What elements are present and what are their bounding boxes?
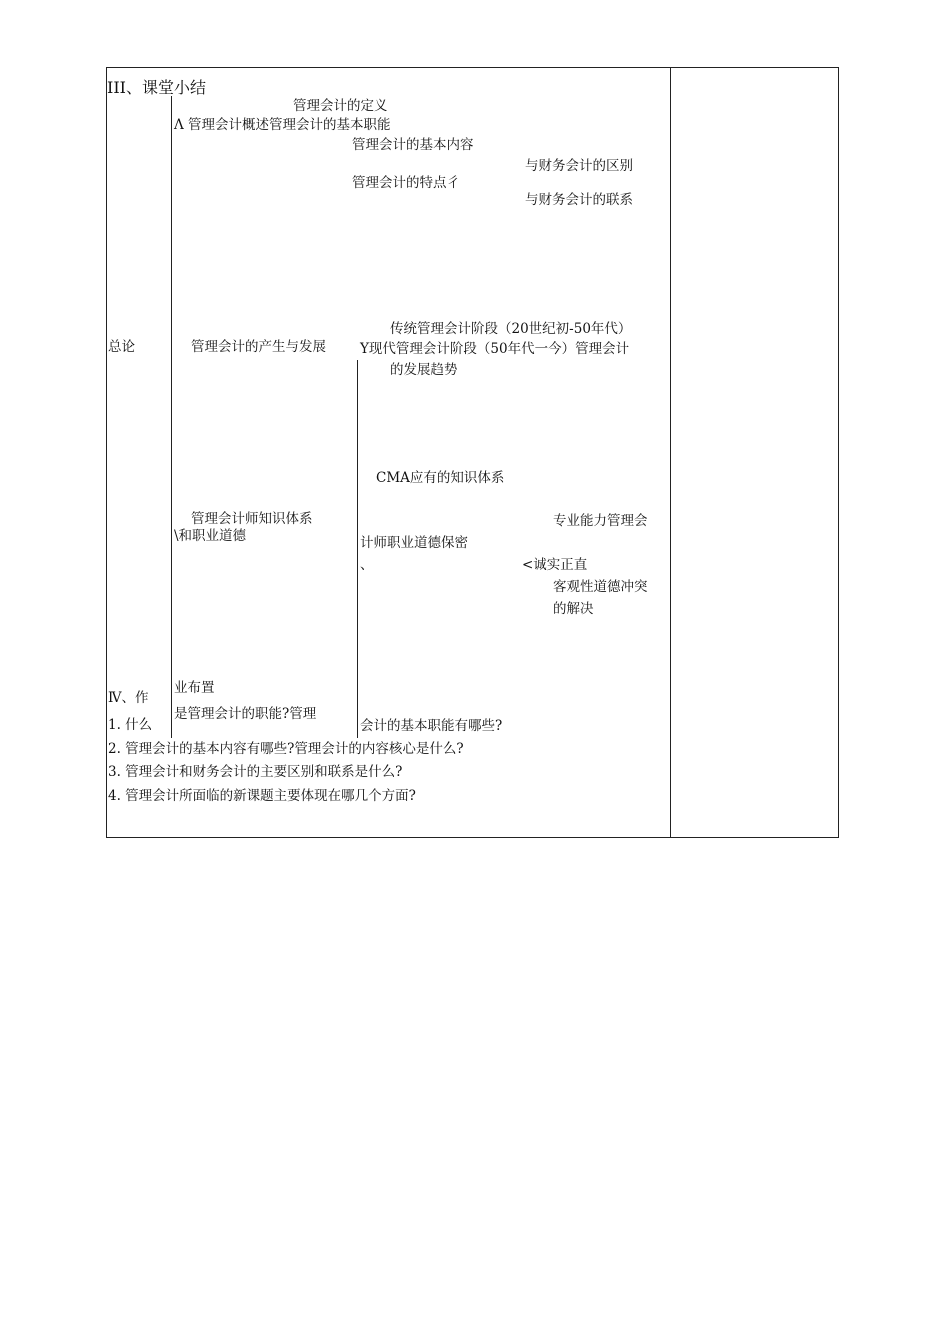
question-4: 4. 管理会计所面临的新课题主要体现在哪几个方面? — [108, 788, 416, 804]
question-2: 2. 管理会计的基本内容有哪些?管理会计的内容核心是什么? — [108, 741, 464, 757]
cma-knowledge: CMA应有的知识体系 — [376, 470, 505, 486]
ethics-line2: 计师职业道德保密 — [360, 535, 468, 551]
honesty-text: <诚实正直 — [522, 557, 588, 573]
basic-content-text: 管理会计的基本内容 — [352, 137, 474, 153]
development-label: 管理会计的产生与发展 — [191, 339, 326, 355]
difference-text: 与财务会计的区别 — [525, 158, 633, 174]
question-3: 3. 管理会计和财务会计的主要区别和联系是什么? — [108, 764, 403, 780]
question-1-part2: 是管理会计的职能?管理 — [174, 706, 317, 722]
features-text: 管理会计的特点彳 — [352, 175, 460, 191]
resolution-text: 的解决 — [553, 601, 594, 617]
knowledge-label-line1: 管理会计师知识体系 — [191, 511, 313, 527]
section3-heading: III、课堂小结 — [107, 78, 206, 97]
bracket-line-middle — [357, 360, 358, 738]
column-divider — [670, 67, 671, 838]
traditional-stage: 传统管理会计阶段（20世纪初-50年代） — [390, 321, 632, 337]
ethics-line1: 专业能力管理会 — [553, 513, 648, 529]
relation-text: 与财务会计的联系 — [525, 192, 633, 208]
mark-text: 、 — [360, 557, 374, 573]
definition-text: 管理会计的定义 — [293, 98, 388, 114]
modern-stage: Y现代管理会计阶段（50年代一今）管理会计 — [360, 341, 630, 357]
knowledge-label-line2: \和职业道德 — [174, 528, 247, 544]
bracket-line-left — [171, 96, 172, 738]
development-trend: 的发展趋势 — [390, 362, 458, 378]
question-1-part3: 会计的基本职能有哪些? — [360, 718, 503, 734]
question-1-part1: 1. 什么 — [108, 717, 153, 733]
section4-heading-part2: 业布置 — [174, 680, 215, 696]
section4-heading-part1: Ⅳ、作 — [108, 690, 149, 706]
general-label: 总论 — [108, 339, 135, 355]
overview-summary: Λ 管理会计概述管理会计的基本职能 — [174, 117, 391, 133]
objectivity-text: 客观性道德冲突 — [553, 579, 648, 595]
